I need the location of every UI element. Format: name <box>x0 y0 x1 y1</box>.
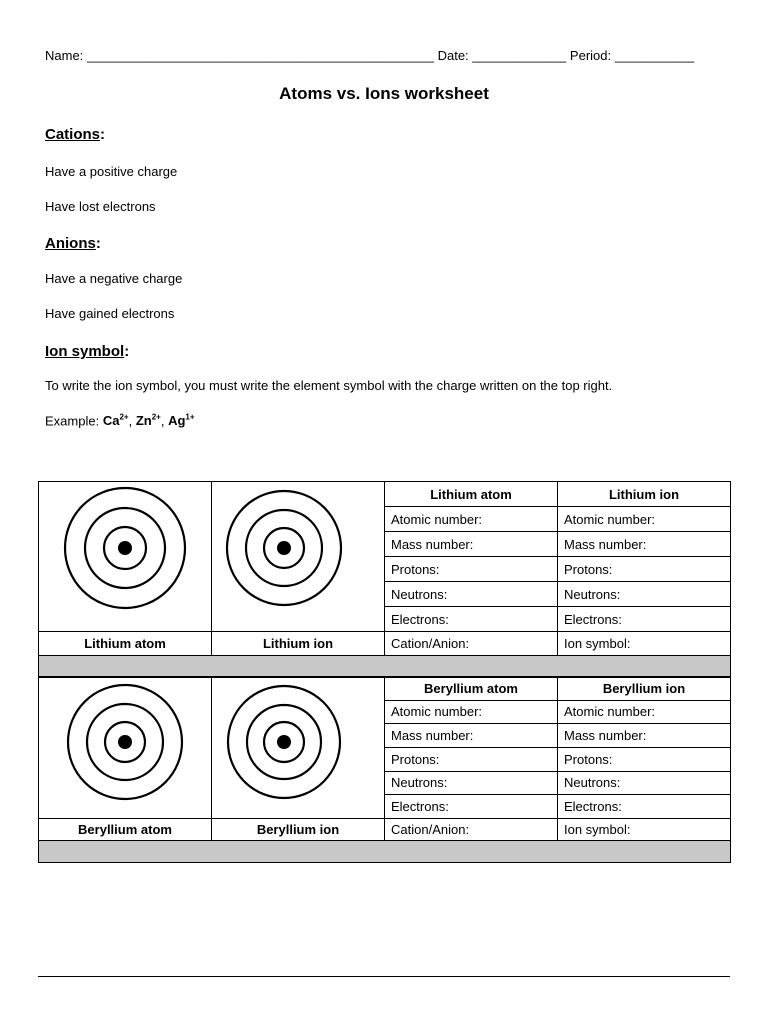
ion-symbol-heading: Ion symbol: <box>45 343 130 360</box>
field-cell[interactable]: Electrons: <box>558 607 731 632</box>
field-cell[interactable]: Atomic number: <box>385 507 558 532</box>
anions-line-2: Have gained electrons <box>45 306 175 321</box>
date-label: Date: <box>437 48 469 63</box>
beryllium-atom-label: Beryllium atom <box>39 819 212 841</box>
field-cell[interactable]: Mass number: <box>385 532 558 557</box>
field-cell[interactable]: Cation/Anion: <box>385 632 558 656</box>
example-ag: $Ag^{1+}$ <box>168 413 195 429</box>
example-zn: $Zn^{2+}$ <box>135 413 161 429</box>
lithium-ion-header: Lithium ion <box>558 482 731 507</box>
lithium-atom-header: Lithium atom <box>385 482 558 507</box>
field-cell[interactable]: Mass number: <box>558 724 731 748</box>
separator-bar <box>39 841 731 863</box>
lithium-ion-diagram-cell <box>212 482 385 632</box>
example-ca: $Ca^{2+}$ <box>102 413 129 429</box>
header-line <box>45 48 694 63</box>
footer-rule <box>38 976 730 977</box>
field-cell[interactable]: Atomic number: <box>385 700 558 724</box>
separator-bar <box>39 656 731 678</box>
field-cell[interactable]: Protons: <box>385 747 558 771</box>
lithium-atom-diagram <box>39 482 211 628</box>
beryllium-atom-diagram-cell <box>39 677 212 819</box>
lithium-ion-label: Lithium ion <box>212 632 385 656</box>
field-cell[interactable]: Neutrons: <box>385 771 558 795</box>
field-cell[interactable]: Mass number: <box>385 724 558 748</box>
field-cell[interactable]: Electrons: <box>558 795 731 819</box>
beryllium-ion-diagram <box>212 677 384 815</box>
example-label: Example: <box>45 413 100 429</box>
ion-symbol-example: Example: $Ca^{2+}$, $Zn^{2+}$, $Ag^{1+}$ <box>45 413 195 429</box>
field-cell[interactable]: Neutrons: <box>385 582 558 607</box>
field-cell[interactable]: Neutrons: <box>558 771 731 795</box>
cations-line-1: Have a positive charge <box>45 164 178 179</box>
lithium-atom-label: Lithium atom <box>39 632 212 656</box>
field-cell[interactable]: Cation/Anion: <box>385 819 558 841</box>
period-label: Period: <box>569 48 612 63</box>
field-cell[interactable]: Ion symbol: <box>558 632 731 656</box>
beryllium-atom-header: Beryllium atom <box>385 677 558 701</box>
field-cell[interactable]: Protons: <box>558 557 731 582</box>
beryllium-table <box>38 676 731 863</box>
field-cell[interactable]: Electrons: <box>385 607 558 632</box>
ion-symbol-description: To write the ion symbol, you must write the element symbol with the charge written on the top right. <box>45 378 613 393</box>
beryllium-ion-diagram-cell <box>212 677 385 819</box>
field-cell[interactable]: Protons: <box>558 747 731 771</box>
field-cell[interactable]: Protons: <box>385 557 558 582</box>
date-blank[interactable]: _____________ <box>472 48 567 63</box>
field-cell[interactable]: Mass number: <box>558 532 731 557</box>
name-label: Name: <box>45 48 84 63</box>
beryllium-ion-header: Beryllium ion <box>558 677 731 701</box>
beryllium-atom-diagram <box>39 677 211 815</box>
lithium-table <box>38 481 731 678</box>
field-cell[interactable]: Atomic number: <box>558 700 731 724</box>
page-title: Atoms vs. Ions worksheet <box>279 84 489 103</box>
field-cell[interactable]: Neutrons: <box>558 582 731 607</box>
lithium-ion-diagram <box>212 482 384 628</box>
anions-line-1: Have a negative charge <box>45 271 183 286</box>
period-blank[interactable]: ___________ <box>614 48 695 63</box>
cations-line-2: Have lost electrons <box>45 199 156 214</box>
cations-heading: Cations: <box>45 126 106 143</box>
lithium-atom-diagram-cell <box>39 482 212 632</box>
field-cell[interactable]: Electrons: <box>385 795 558 819</box>
field-cell[interactable]: Atomic number: <box>558 507 731 532</box>
anions-heading: Anions: <box>45 235 101 252</box>
field-cell[interactable]: Ion symbol: <box>558 819 731 841</box>
name-blank[interactable]: ________________________________________________ <box>86 48 434 63</box>
beryllium-ion-label: Beryllium ion <box>212 819 385 841</box>
